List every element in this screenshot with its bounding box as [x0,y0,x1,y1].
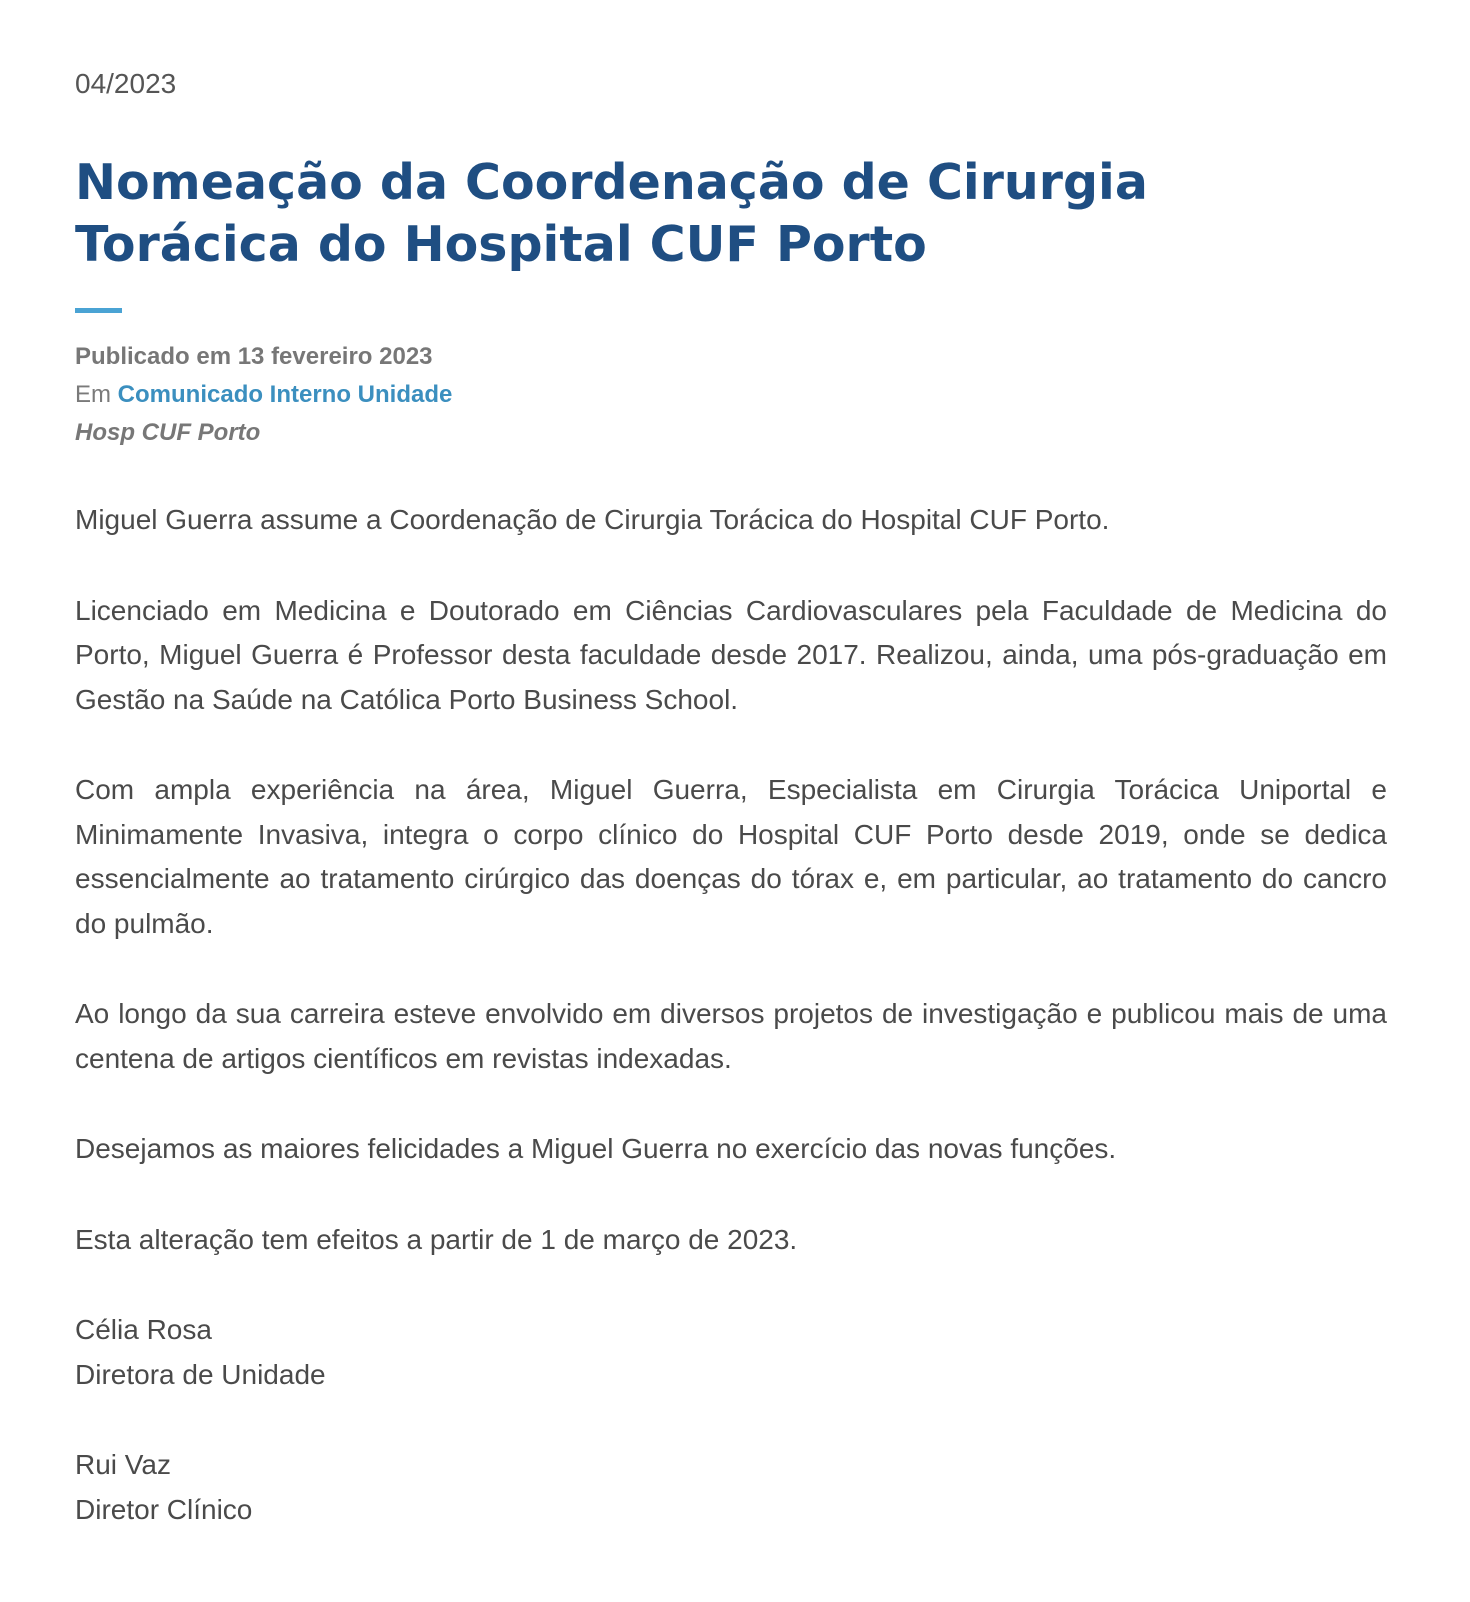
signature-block [75,1308,1387,1397]
signature-role: Diretor Clínico [75,1493,253,1525]
published-date: Publicado em 13 fevereiro 2023 [75,343,433,370]
category-line [75,379,452,411]
paragraph: Desejamos as maiores felicidades a Miguel Guerra no exercício das novas funções. [75,1133,1117,1164]
title-accent-bar [75,308,122,313]
paragraph: Com ampla experiência na área, Miguel Guerra, Especialista em Cirurgia Torácica Uniportal e Minimamente Invasiva, integra o corpo clínico do Hospital CUF Porto desde 2019, onde se dedica essencialmente ao tratamento cirúrgico das doenças do tórax e, em particular, ao tratamento do cancro do pulmão. [75,774,1387,939]
paragraph: Esta alteração tem efeitos a partir de 1 de março de 2023. [75,1223,798,1255]
issue-date: 04/2023 [75,68,177,99]
category-link[interactable]: Comunicado Interno Unidade [117,381,453,408]
paragraph: Ao longo da sua carreira esteve envolvido em diversos projetos de investigação e publicou mais de uma centena de artigos científicos em revistas indexadas. [75,998,1387,1074]
page-title: Nomeação da Coordenação de Cirurgia Torácica do Hospital CUF Porto [75,154,1148,273]
paragraph: Miguel Guerra assume a Coordenação de Cirurgia Torácica do Hospital CUF Porto. [75,504,1110,535]
paragraph: Licenciado em Medicina e Doutorado em Ciências Cardiovasculares pela Faculdade de Medicina do Porto, Miguel Guerra é Professor desta faculdade desde 2017. Realizou, ainda, uma pós-graduação em Gestão na Saúde na Católica Porto Business School. [75,594,1387,715]
article-body [75,498,1387,1578]
signature-name: Célia Rosa [75,1314,212,1345]
signature-block [75,1443,1387,1532]
signature-role: Diretora de Unidade [75,1358,326,1390]
signature-name: Rui Vaz [75,1449,171,1480]
unit-label: Hosp CUF Porto [75,419,261,446]
category-prefix: Em [75,381,111,408]
